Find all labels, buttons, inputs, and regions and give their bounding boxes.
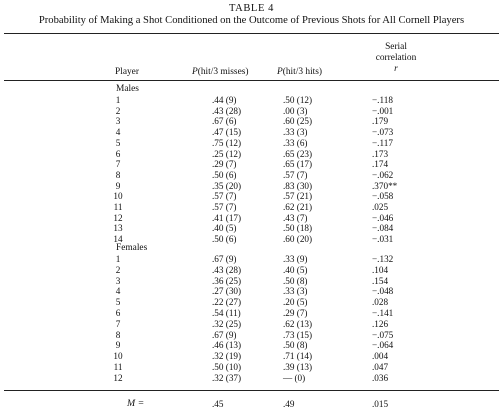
- cell-miss: .50 (6): [212, 234, 237, 245]
- cell-hit: .50 (12): [283, 95, 313, 105]
- cell-miss: .54 (11): [212, 308, 241, 318]
- cell-correlation: −.062: [372, 169, 394, 180]
- header-rule: [4, 80, 499, 81]
- cell-hit: .50 (8): [283, 340, 308, 351]
- cell-correlation: −.064: [372, 340, 394, 351]
- cell-player: 12: [113, 212, 123, 223]
- bottom-rule: [4, 390, 499, 391]
- cell-hit: .50 (8): [283, 275, 308, 286]
- cell-hit: .60 (20): [283, 234, 313, 245]
- table-row: [0, 149, 503, 160]
- cell-hit: .20 (5): [283, 297, 308, 308]
- header-hit-rest: (hit/3 hits): [282, 67, 323, 77]
- table-row: [0, 170, 503, 181]
- table-row: [0, 95, 503, 106]
- cell-player: 14: [113, 234, 123, 245]
- table-caption: Probability of Making a Shot Conditioned on the Outcome of Previous Shots for All Cornell Players: [38, 15, 465, 26]
- cell-player: 6: [115, 148, 121, 159]
- top-rule: [4, 33, 499, 34]
- cell-player: 12: [113, 372, 123, 383]
- cell-hit: .57 (7): [283, 169, 308, 180]
- table-row: [0, 223, 503, 234]
- cell-correlation: −.048: [372, 286, 394, 297]
- cell-miss: .36 (25): [212, 275, 242, 286]
- table-label: TABLE 4: [228, 3, 275, 14]
- cell-correlation: .370**: [372, 180, 398, 191]
- header-p-hit-given-misses: [192, 67, 249, 77]
- table-row: [0, 276, 503, 287]
- header-player: Player: [115, 67, 139, 77]
- cell-correlation: −.073: [372, 127, 394, 138]
- header-p-hit-given-hits: [277, 67, 322, 77]
- cell-hit: .71 (14): [283, 351, 313, 362]
- header-serial-correlation: [356, 42, 436, 75]
- cell-miss: .50 (10): [212, 362, 242, 372]
- cell-correlation: −.058: [372, 191, 394, 202]
- cell-hit: .00 (3): [283, 105, 308, 116]
- table-row: [0, 319, 503, 330]
- table-row: [0, 181, 503, 192]
- cell-hit: .62 (13): [283, 318, 313, 329]
- cell-correlation: −.141: [372, 308, 394, 318]
- cell-player: 11: [113, 202, 123, 212]
- cell-player: 10: [113, 191, 123, 202]
- table-row: [0, 308, 503, 319]
- header-corr-line3: r: [394, 64, 398, 74]
- header-corr-line2: correlation: [375, 53, 417, 63]
- table-row: [0, 340, 503, 351]
- header-hit-p: P: [277, 67, 283, 77]
- cell-hit: .65 (17): [283, 159, 313, 170]
- table-row: [0, 106, 503, 117]
- cell-correlation: .179: [372, 116, 389, 127]
- cell-player: 9: [115, 180, 121, 191]
- cell-miss: .41 (17): [212, 212, 242, 223]
- cell-hit: .57 (21): [283, 191, 313, 202]
- table-row: [0, 202, 503, 213]
- table-row: [0, 159, 503, 170]
- group-label-females: Females: [116, 243, 148, 253]
- table-row: [0, 191, 503, 202]
- mean-label: M =: [127, 398, 145, 409]
- table-row: [0, 330, 503, 341]
- cell-correlation: −.132: [372, 254, 394, 264]
- cell-correlation: .154: [372, 275, 389, 286]
- cell-miss: .67 (9): [212, 254, 237, 264]
- table-row: [0, 127, 503, 138]
- cell-miss: .32 (25): [212, 318, 242, 329]
- cell-correlation: .004: [372, 351, 389, 362]
- cell-correlation: .174: [372, 159, 389, 170]
- mean-hit: .49: [283, 399, 295, 409]
- cell-player: 10: [113, 351, 123, 362]
- cell-hit: .43 (7): [283, 212, 308, 223]
- cell-hit: — (0): [283, 372, 306, 383]
- cell-miss: .50 (6): [212, 169, 237, 180]
- cell-player: 4: [115, 286, 121, 297]
- cell-miss: .32 (19): [212, 351, 242, 362]
- table-row: [0, 373, 503, 384]
- cell-miss: .43 (28): [212, 264, 242, 275]
- cell-player: 7: [115, 159, 121, 170]
- cell-hit: .40 (5): [283, 264, 308, 275]
- table-row: [0, 234, 503, 245]
- cell-hit: .33 (3): [283, 127, 308, 138]
- cell-miss: .75 (12): [212, 137, 242, 148]
- cell-miss: .57 (7): [212, 202, 237, 212]
- cell-miss: .67 (9): [212, 329, 237, 340]
- cell-miss: .67 (6): [212, 116, 237, 127]
- table-row: [0, 362, 503, 373]
- cell-miss: .44 (9): [212, 95, 237, 105]
- table-row: [0, 286, 503, 297]
- table-row: [0, 138, 503, 149]
- cell-hit: .33 (9): [283, 254, 308, 264]
- cell-player: 1: [115, 254, 121, 264]
- cell-player: 1: [115, 95, 121, 105]
- cell-hit: .39 (13): [283, 362, 313, 372]
- table-row: [0, 265, 503, 276]
- cell-player: 8: [115, 169, 121, 180]
- cell-miss: .29 (7): [212, 159, 237, 170]
- cell-player: 9: [115, 340, 121, 351]
- cell-player: 13: [113, 223, 123, 234]
- cell-correlation: −.075: [372, 329, 394, 340]
- table-row: [0, 351, 503, 362]
- cell-miss: .32 (37): [212, 372, 242, 383]
- cell-hit: .33 (3): [283, 286, 308, 297]
- cell-player: 6: [115, 308, 121, 318]
- cell-miss: .27 (30): [212, 286, 242, 297]
- cell-player: 3: [115, 116, 121, 127]
- header-miss-p: P: [192, 67, 198, 77]
- cell-miss: .57 (7): [212, 191, 237, 202]
- table-row: [0, 254, 503, 265]
- cell-player: 5: [115, 137, 121, 148]
- cell-hit: .29 (7): [283, 308, 308, 318]
- cell-correlation: −.046: [372, 212, 394, 223]
- cell-player: 2: [115, 264, 121, 275]
- cell-miss: .46 (13): [212, 340, 242, 351]
- cell-player: 4: [115, 127, 121, 138]
- table-row: [0, 297, 503, 308]
- cell-miss: .40 (5): [212, 223, 237, 234]
- cell-miss: .47 (15): [212, 127, 242, 138]
- header-corr-line1: Serial: [385, 42, 407, 52]
- cell-correlation: .126: [372, 318, 389, 329]
- cell-correlation: −.084: [372, 223, 394, 234]
- cell-player: 7: [115, 318, 121, 329]
- cell-player: 11: [113, 362, 123, 372]
- table-row: [0, 116, 503, 127]
- cell-hit: .60 (25): [283, 116, 313, 127]
- cell-hit: .65 (23): [283, 148, 313, 159]
- cell-miss: .35 (20): [212, 180, 242, 191]
- mean-miss: .45: [212, 399, 224, 409]
- cell-hit: .83 (30): [283, 180, 313, 191]
- cell-player: 3: [115, 275, 121, 286]
- mean-corr: .015: [372, 399, 389, 409]
- cell-correlation: .047: [372, 362, 389, 372]
- cell-correlation: −.031: [372, 234, 394, 245]
- cell-hit: .73 (15): [283, 329, 313, 340]
- cell-correlation: .173: [372, 148, 389, 159]
- group-label-males: Males: [116, 84, 139, 94]
- cell-player: 5: [115, 297, 121, 308]
- cell-correlation: .028: [372, 297, 389, 308]
- cell-miss: .22 (27): [212, 297, 242, 308]
- cell-correlation: .036: [372, 372, 389, 383]
- table-row: [0, 213, 503, 224]
- cell-correlation: −.001: [372, 105, 394, 116]
- cell-correlation: .025: [372, 202, 389, 212]
- header-miss-rest: (hit/3 misses): [197, 67, 249, 77]
- cell-correlation: −.117: [372, 137, 393, 148]
- cell-correlation: −.118: [372, 95, 393, 105]
- cell-miss: .25 (12): [212, 148, 242, 159]
- cell-player: 8: [115, 329, 121, 340]
- cell-miss: .43 (28): [212, 105, 242, 116]
- cell-hit: .33 (6): [283, 137, 308, 148]
- cell-correlation: .104: [372, 264, 389, 275]
- cell-hit: .62 (21): [283, 202, 313, 212]
- cell-hit: .50 (18): [283, 223, 313, 234]
- cell-player: 2: [115, 105, 121, 116]
